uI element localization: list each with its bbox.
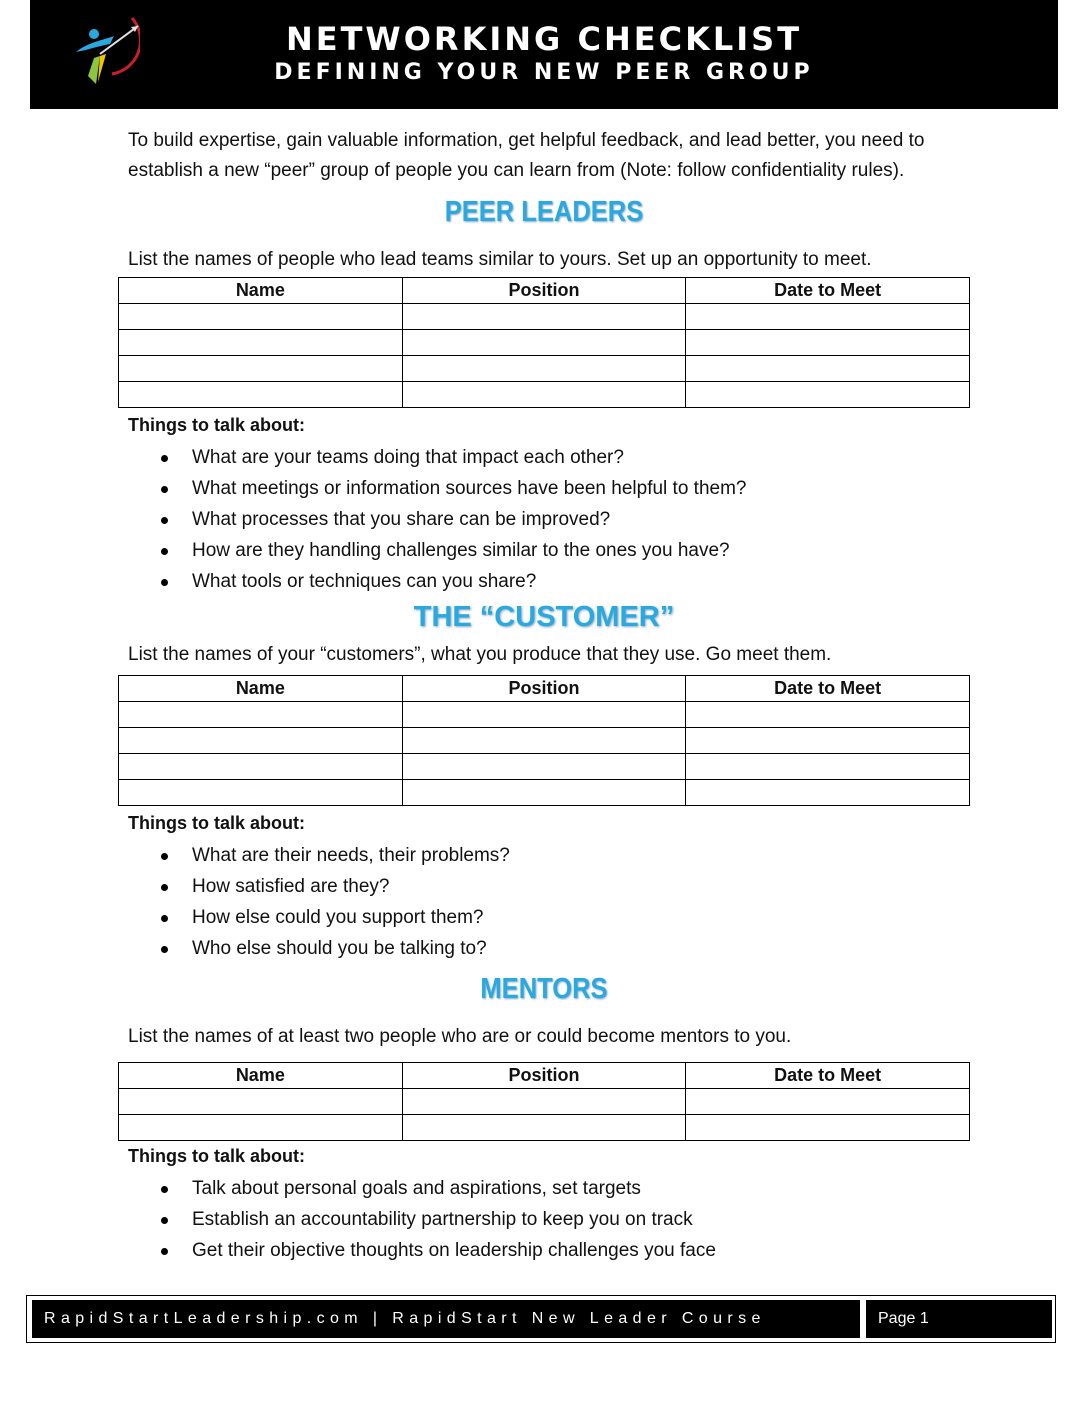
name-cell[interactable] <box>119 754 403 780</box>
table-row <box>119 382 970 408</box>
bullet-icon <box>161 853 168 860</box>
table-row <box>119 356 970 382</box>
bullet-icon <box>161 579 168 586</box>
bullet-icon <box>161 946 168 953</box>
position-cell[interactable] <box>402 1089 686 1115</box>
name-cell[interactable] <box>119 330 403 356</box>
bullet-icon <box>161 1186 168 1193</box>
name-cell[interactable] <box>119 382 403 408</box>
column-date-header: Date to Meet <box>686 676 970 702</box>
bullet-icon <box>161 1248 168 1255</box>
column-name-header: Name <box>119 1063 403 1089</box>
date-cell[interactable] <box>686 780 970 806</box>
position-cell[interactable] <box>402 754 686 780</box>
table-row <box>119 1089 970 1115</box>
customer-bullets <box>128 840 510 964</box>
section-heading-mentors: MENTORS <box>480 973 608 1005</box>
date-cell[interactable] <box>686 304 970 330</box>
customer-instruction: List the names of your “customers”, what you produce that they use. Go meet them. <box>128 644 832 665</box>
customer-table <box>118 675 970 806</box>
name-cell[interactable] <box>119 728 403 754</box>
bullet-icon <box>161 548 168 555</box>
date-cell[interactable] <box>686 330 970 356</box>
intro-paragraph: To build expertise, gain valuable information, get helpful feedback, and lead better, you need to establish a new “peer” group of people you can learn from (Note: follow confidentiality rules). <box>128 130 925 181</box>
table-row <box>119 330 970 356</box>
position-cell[interactable] <box>402 330 686 356</box>
list-item: What meetings or information sources have been helpful to them? <box>128 473 746 504</box>
name-cell[interactable] <box>119 1115 403 1141</box>
footer-site-course: RapidStartLeadership.com | RapidStart New Leader Course <box>32 1300 860 1338</box>
table-row <box>119 1115 970 1141</box>
table-row <box>119 728 970 754</box>
bullet-icon <box>161 517 168 524</box>
list-item: How are they handling challenges similar to the ones you have? <box>128 535 746 566</box>
table-row <box>119 304 970 330</box>
column-name-header: Name <box>119 676 403 702</box>
date-cell[interactable] <box>686 356 970 382</box>
position-cell[interactable] <box>402 702 686 728</box>
column-position-header: Position <box>402 1063 686 1089</box>
date-cell[interactable] <box>686 728 970 754</box>
name-cell[interactable] <box>119 1089 403 1115</box>
table-row <box>119 702 970 728</box>
date-cell[interactable] <box>686 1115 970 1141</box>
name-cell[interactable] <box>119 356 403 382</box>
bullet-icon <box>161 455 168 462</box>
list-item: What are your teams doing that impact each other? <box>128 442 746 473</box>
position-cell[interactable] <box>402 1115 686 1141</box>
bullet-icon <box>161 884 168 891</box>
name-cell[interactable] <box>119 780 403 806</box>
date-cell[interactable] <box>686 382 970 408</box>
talk-about-label: Things to talk about: <box>128 813 305 833</box>
list-item: Who else should you be talking to? <box>128 933 510 964</box>
header-banner <box>30 0 1058 109</box>
footer-page-number: Page 1 <box>866 1300 1052 1338</box>
list-item: How else could you support them? <box>128 902 510 933</box>
table-header-row <box>119 676 970 702</box>
list-item: What processes that you share can be improved? <box>128 504 746 535</box>
peer-leaders-table <box>118 277 970 408</box>
column-position-header: Position <box>402 676 686 702</box>
bullet-icon <box>161 486 168 493</box>
name-cell[interactable] <box>119 304 403 330</box>
page-subtitle: DEFINING YOUR NEW PEER GROUP <box>274 60 814 85</box>
table-row <box>119 754 970 780</box>
table-header-row <box>119 278 970 304</box>
column-name-header: Name <box>119 278 403 304</box>
table-header-row <box>119 1063 970 1089</box>
list-item: Get their objective thoughts on leadership challenges you face <box>128 1235 716 1266</box>
list-item: How satisfied are they? <box>128 871 510 902</box>
list-item: What are their needs, their problems? <box>128 840 510 871</box>
talk-about-label: Things to talk about: <box>128 1146 305 1166</box>
column-position-header: Position <box>402 278 686 304</box>
peer-leaders-bullets <box>128 442 746 597</box>
mentors-bullets <box>128 1173 716 1266</box>
column-date-header: Date to Meet <box>686 278 970 304</box>
position-cell[interactable] <box>402 304 686 330</box>
date-cell[interactable] <box>686 754 970 780</box>
section-heading-peer-leaders: PEER LEADERS <box>444 196 644 228</box>
section-heading-customer: THE “CUSTOMER” <box>413 601 675 633</box>
talk-about-label: Things to talk about: <box>128 415 305 435</box>
position-cell[interactable] <box>402 382 686 408</box>
page-title: NETWORKING CHECKLIST <box>285 20 803 58</box>
name-cell[interactable] <box>119 702 403 728</box>
date-cell[interactable] <box>686 702 970 728</box>
list-item: Establish an accountability partnership to keep you on track <box>128 1204 716 1235</box>
table-row <box>119 780 970 806</box>
bullet-icon <box>161 915 168 922</box>
mentors-instruction: List the names of at least two people who are or could become mentors to you. <box>128 1026 792 1047</box>
mentors-table <box>118 1062 970 1141</box>
position-cell[interactable] <box>402 780 686 806</box>
position-cell[interactable] <box>402 356 686 382</box>
date-cell[interactable] <box>686 1089 970 1115</box>
list-item: What tools or techniques can you share? <box>128 566 746 597</box>
bullet-icon <box>161 1217 168 1224</box>
position-cell[interactable] <box>402 728 686 754</box>
list-item: Talk about personal goals and aspirations, set targets <box>128 1173 716 1204</box>
peer-leaders-instruction: List the names of people who lead teams similar to yours. Set up an opportunity to meet. <box>128 249 872 270</box>
column-date-header: Date to Meet <box>686 1063 970 1089</box>
